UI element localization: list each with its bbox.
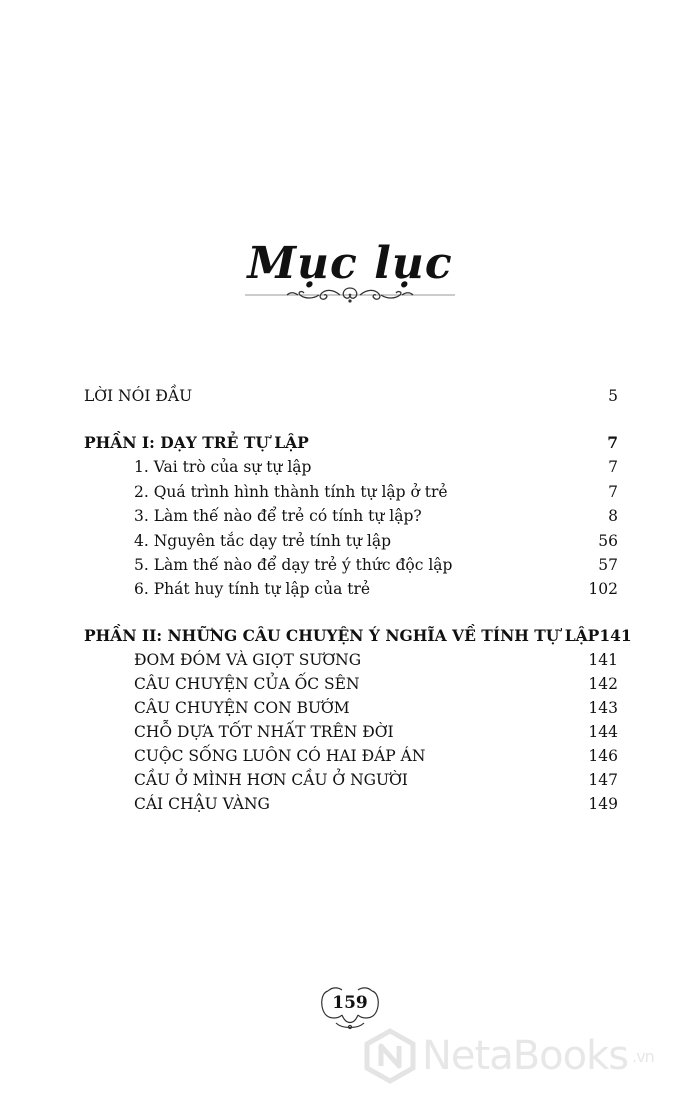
watermark-suffix: .vn xyxy=(632,1046,654,1066)
watermark xyxy=(362,1028,654,1084)
page-number: 159 xyxy=(332,993,368,1013)
toc-entry[interactable] xyxy=(134,792,618,816)
toc-entry-label: LỜI NÓI ĐẦU xyxy=(84,387,193,405)
toc-section-label: PHẦN II: NHỮNG CÂU CHUYỆN Ý NGHĨA VỀ TÍNH TỰ LẬP xyxy=(84,626,600,645)
toc-section-phan-1[interactable] xyxy=(84,431,618,455)
toc-entry-label: 5. Làm thế nào để dạy trẻ ý thức độc lập xyxy=(134,556,453,574)
toc-entry-label: CÁI CHẬU VÀNG xyxy=(134,795,270,813)
toc-entry-page: 149 xyxy=(588,795,618,813)
toc-entry[interactable] xyxy=(134,648,618,672)
toc-entry-label: CUỘC SỐNG LUÔN CÓ HAI ĐÁP ÁN xyxy=(134,747,426,765)
toc-entry-page: 146 xyxy=(588,747,618,765)
toc-entry[interactable] xyxy=(134,744,618,768)
toc-entry-page: 7 xyxy=(608,483,618,501)
toc-entry[interactable] xyxy=(134,696,618,720)
toc-entry[interactable] xyxy=(134,504,618,528)
toc-entry[interactable] xyxy=(134,577,618,601)
toc-entry-page: 147 xyxy=(588,771,618,789)
page-title: Mục lục xyxy=(247,238,453,289)
toc-entry-page: 7 xyxy=(608,458,618,476)
toc-section-label: PHẦN I: DẠY TRẺ TỰ LẬP xyxy=(84,433,309,452)
toc-entry[interactable] xyxy=(134,529,618,553)
toc-section-page: 141 xyxy=(599,626,632,645)
toc-entry-label: 2. Quá trình hình thành tính tự lập ở trẻ xyxy=(134,483,448,501)
toc-entry-page: 141 xyxy=(588,651,618,669)
toc-entry-page: 102 xyxy=(588,580,618,598)
toc-entry[interactable] xyxy=(134,672,618,696)
toc-entry-label: 4. Nguyên tắc dạy trẻ tính tự lập xyxy=(134,532,392,550)
netabooks-logo-icon xyxy=(362,1028,418,1084)
toc-entry-page: 143 xyxy=(588,699,618,717)
watermark-text: NetaBooks xyxy=(422,1033,629,1079)
toc-entry-page: 142 xyxy=(588,675,618,693)
toc-entry-label: ĐOM ĐÓM VÀ GIỌT SƯƠNG xyxy=(134,651,362,669)
toc-entry[interactable] xyxy=(134,553,618,577)
toc-entry-label: CÂU CHUYỆN CỦA ỐC SÊN xyxy=(134,675,360,693)
toc-entry-page: 56 xyxy=(598,532,618,550)
toc-entry-label: CÂU CHUYỆN CON BƯỚM xyxy=(134,699,350,717)
toc-entry[interactable] xyxy=(134,480,618,504)
toc-entry-page: 5 xyxy=(608,387,618,405)
toc-entry-label: CHỖ DỰA TỐT NHẤT TRÊN ĐỜI xyxy=(134,723,394,741)
toc-entry-page: 8 xyxy=(608,507,618,525)
toc-entry-page: 57 xyxy=(598,556,618,574)
toc-entry-label: 1. Vai trò của sự tự lập xyxy=(134,458,312,476)
toc-entry-page: 144 xyxy=(588,723,618,741)
toc-entry[interactable] xyxy=(134,720,618,744)
toc-entry-label: 3. Làm thế nào để trẻ có tính tự lập? xyxy=(134,507,422,525)
toc-entry-label: 6. Phát huy tính tự lập của trẻ xyxy=(134,580,371,598)
toc-entry[interactable] xyxy=(134,768,618,792)
toc-section-phan-2[interactable] xyxy=(84,624,632,648)
toc-section-page: 7 xyxy=(607,433,618,452)
toc-entry-label: CẦU Ở MÌNH HƠN CẦU Ở NGƯỜI xyxy=(134,771,408,789)
toc-entry[interactable] xyxy=(134,455,618,479)
title-ornament-divider xyxy=(245,284,455,306)
toc-entry-loi-noi-dau[interactable] xyxy=(84,384,618,408)
